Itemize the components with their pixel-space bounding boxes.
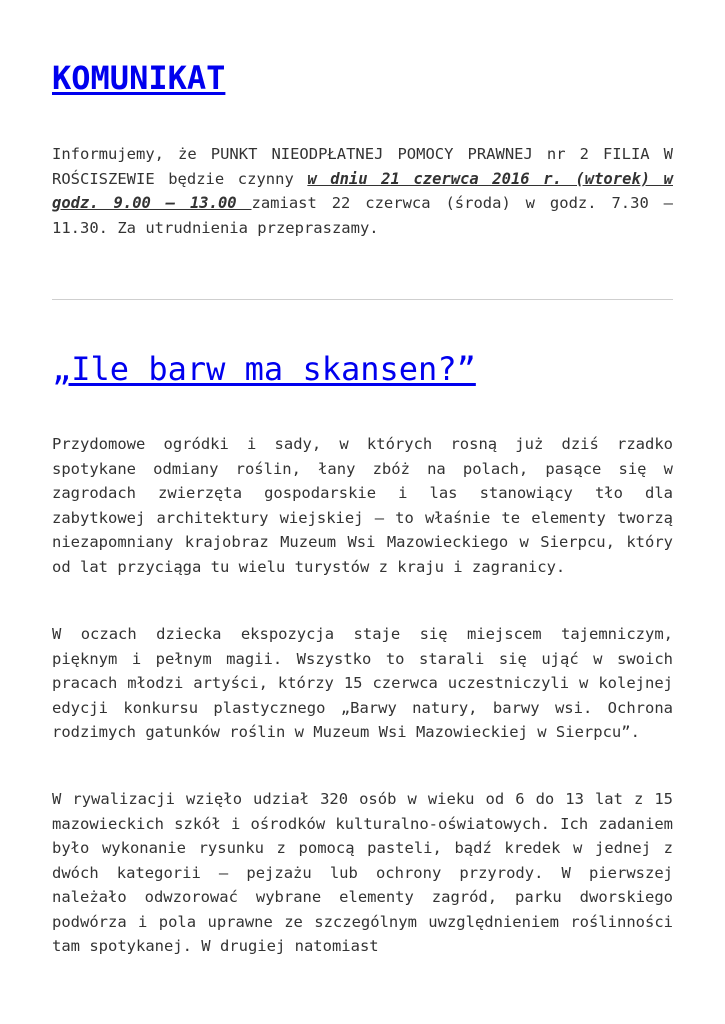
- post-title-komunikat: [52, 58, 225, 98]
- post-separator: [52, 299, 673, 300]
- post-title-link-komunikat[interactable]: KOMUNIKAT: [52, 59, 226, 97]
- post-paragraph: W oczach dziecka ekspozycja staje się miejscem tajemniczym, pięknym i pełnym magii. Wszystko to starali się ująć w swoich pracach młodzi artyści, którzy 15 czerwca uczestniczyli w kolejnej edycji konkursu plastycznego „Barwy natury, barwy wsi. Ochrona rodzimych gatunków roślin w Muzeum Wsi Mazowieckiej w Sierpcu”.: [52, 625, 673, 741]
- post-body-komunikat: [52, 142, 673, 240]
- post-paragraph: W rywalizacji wzięło udział 320 osób w wieku od 6 do 13 lat z 15 mazowieckich szkół i ośrodków kulturalno-oświatowych. Ich zadaniem było wykonanie rysunku z pomocą pasteli, bądź kredek w jednej z dwóch kategorii – pejzażu lub ochrony przyrody. W pierwszej należało odwzorować wybrane elementy zagród, parku dworskiego podwórza i pola uprawne ze szczególnym uwzględnieniem roślinności tam spotykanej. W drugiej natomiast: [52, 790, 673, 955]
- post-paragraph: Przydomowe ogródki i sady, w których rosną już dziś rzadko spotykane odmiany roślin, łany zbóż na polach, pasące się w zagrodach zwierzęta gospodarskie i las stanowiący tło dla zabytkowej architektury wiejskiej – to właśnie te elementy tworzą niezapomniany krajobraz Muzeum Wsi Mazowieckiego w Sierpcu, który od lat przyciąga tu wielu turystów z kraju i zagranicy.: [52, 435, 673, 576]
- post-title-skansen: [52, 349, 476, 389]
- emphasized-date-text: w dniu 21 czerwca 2016 r. (wtorek) w godz. 9.00 – 13.00: [52, 169, 673, 212]
- body-text: Informujemy, że PUNKT NIEODPŁATNEJ POMOCY PRAWNEJ nr 2 FILIA W ROŚCISZEWIE będzie czynny: [52, 145, 673, 188]
- body-text: zamiast 22 czerwca (środa) w godz. 7.30 – 11.30. Za utrudnienia przepraszamy.: [52, 194, 673, 237]
- post-title-link-skansen[interactable]: „Ile barw ma skansen?”: [52, 350, 476, 388]
